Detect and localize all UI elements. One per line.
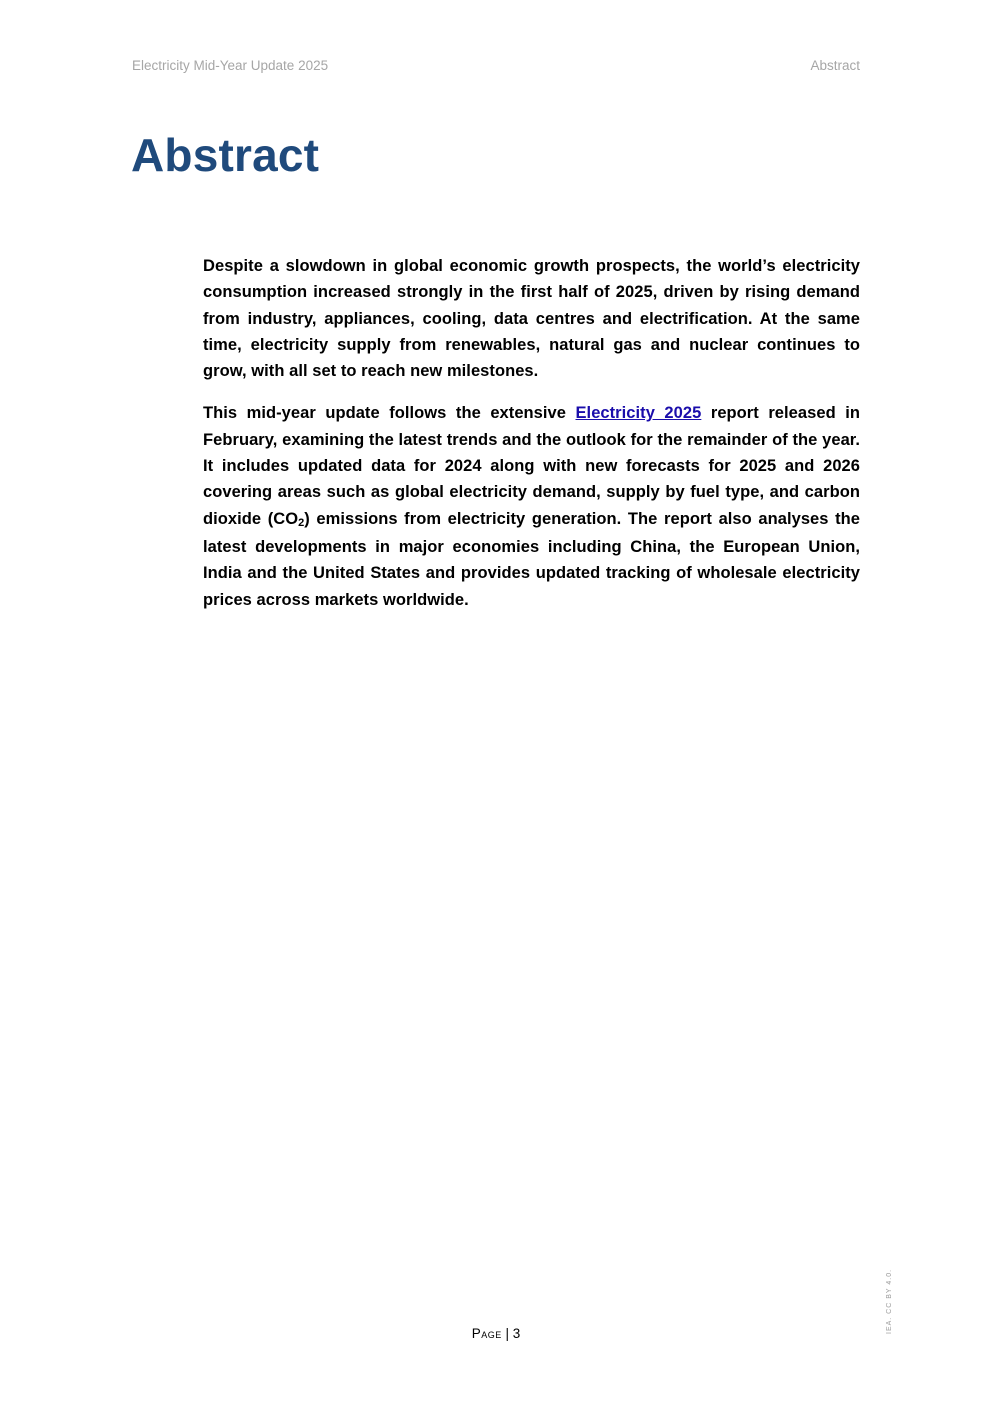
paragraph-2-intro: This mid-year update follows the extensive bbox=[203, 404, 576, 423]
header-section-name: Abstract bbox=[810, 58, 860, 73]
page-title: Abstract bbox=[131, 129, 320, 181]
abstract-paragraph-1: Despite a slowdown in global economic growth prospects, the world’s electricity consumption increased strongly in the first half of 2025, driven by rising demand from industry, appliances, cooling, data centres and electrification. At the same time, electricity supply from renewables, natural gas and nuclear continues to grow, with all set to reach new milestones. bbox=[203, 257, 860, 381]
electricity-2025-link[interactable]: Electricity 2025 bbox=[575, 404, 702, 423]
page-separator: | bbox=[501, 1326, 513, 1341]
page-footer bbox=[0, 1326, 992, 1341]
page-number: 3 bbox=[512, 1326, 521, 1341]
abstract-paragraph-2 bbox=[203, 400, 860, 612]
paragraph-2-end: ) emissions from electricity generation. The report also analyses the latest developments in major economies including China, the European Union, India and the United States and provides updated tracking of wholesale electricity prices across markets worldwide. bbox=[203, 509, 860, 609]
co2-subscript: 2 bbox=[298, 516, 305, 529]
page-label: Page bbox=[471, 1326, 502, 1341]
running-header bbox=[132, 58, 860, 73]
abstract-body bbox=[203, 253, 860, 629]
paragraph-2-middle: report released in February, examining the latest trends and the outlook for the remainder of the year. It includes updated data for 2024 along with new forecasts for 2025 and 2026 covering areas such as global electricity demand, supply by fuel type, and carbon dioxide (CO bbox=[203, 404, 860, 528]
license-mark: IEA. CC BY 4.0. bbox=[886, 1268, 893, 1334]
header-report-title: Electricity Mid-Year Update 2025 bbox=[132, 58, 329, 73]
